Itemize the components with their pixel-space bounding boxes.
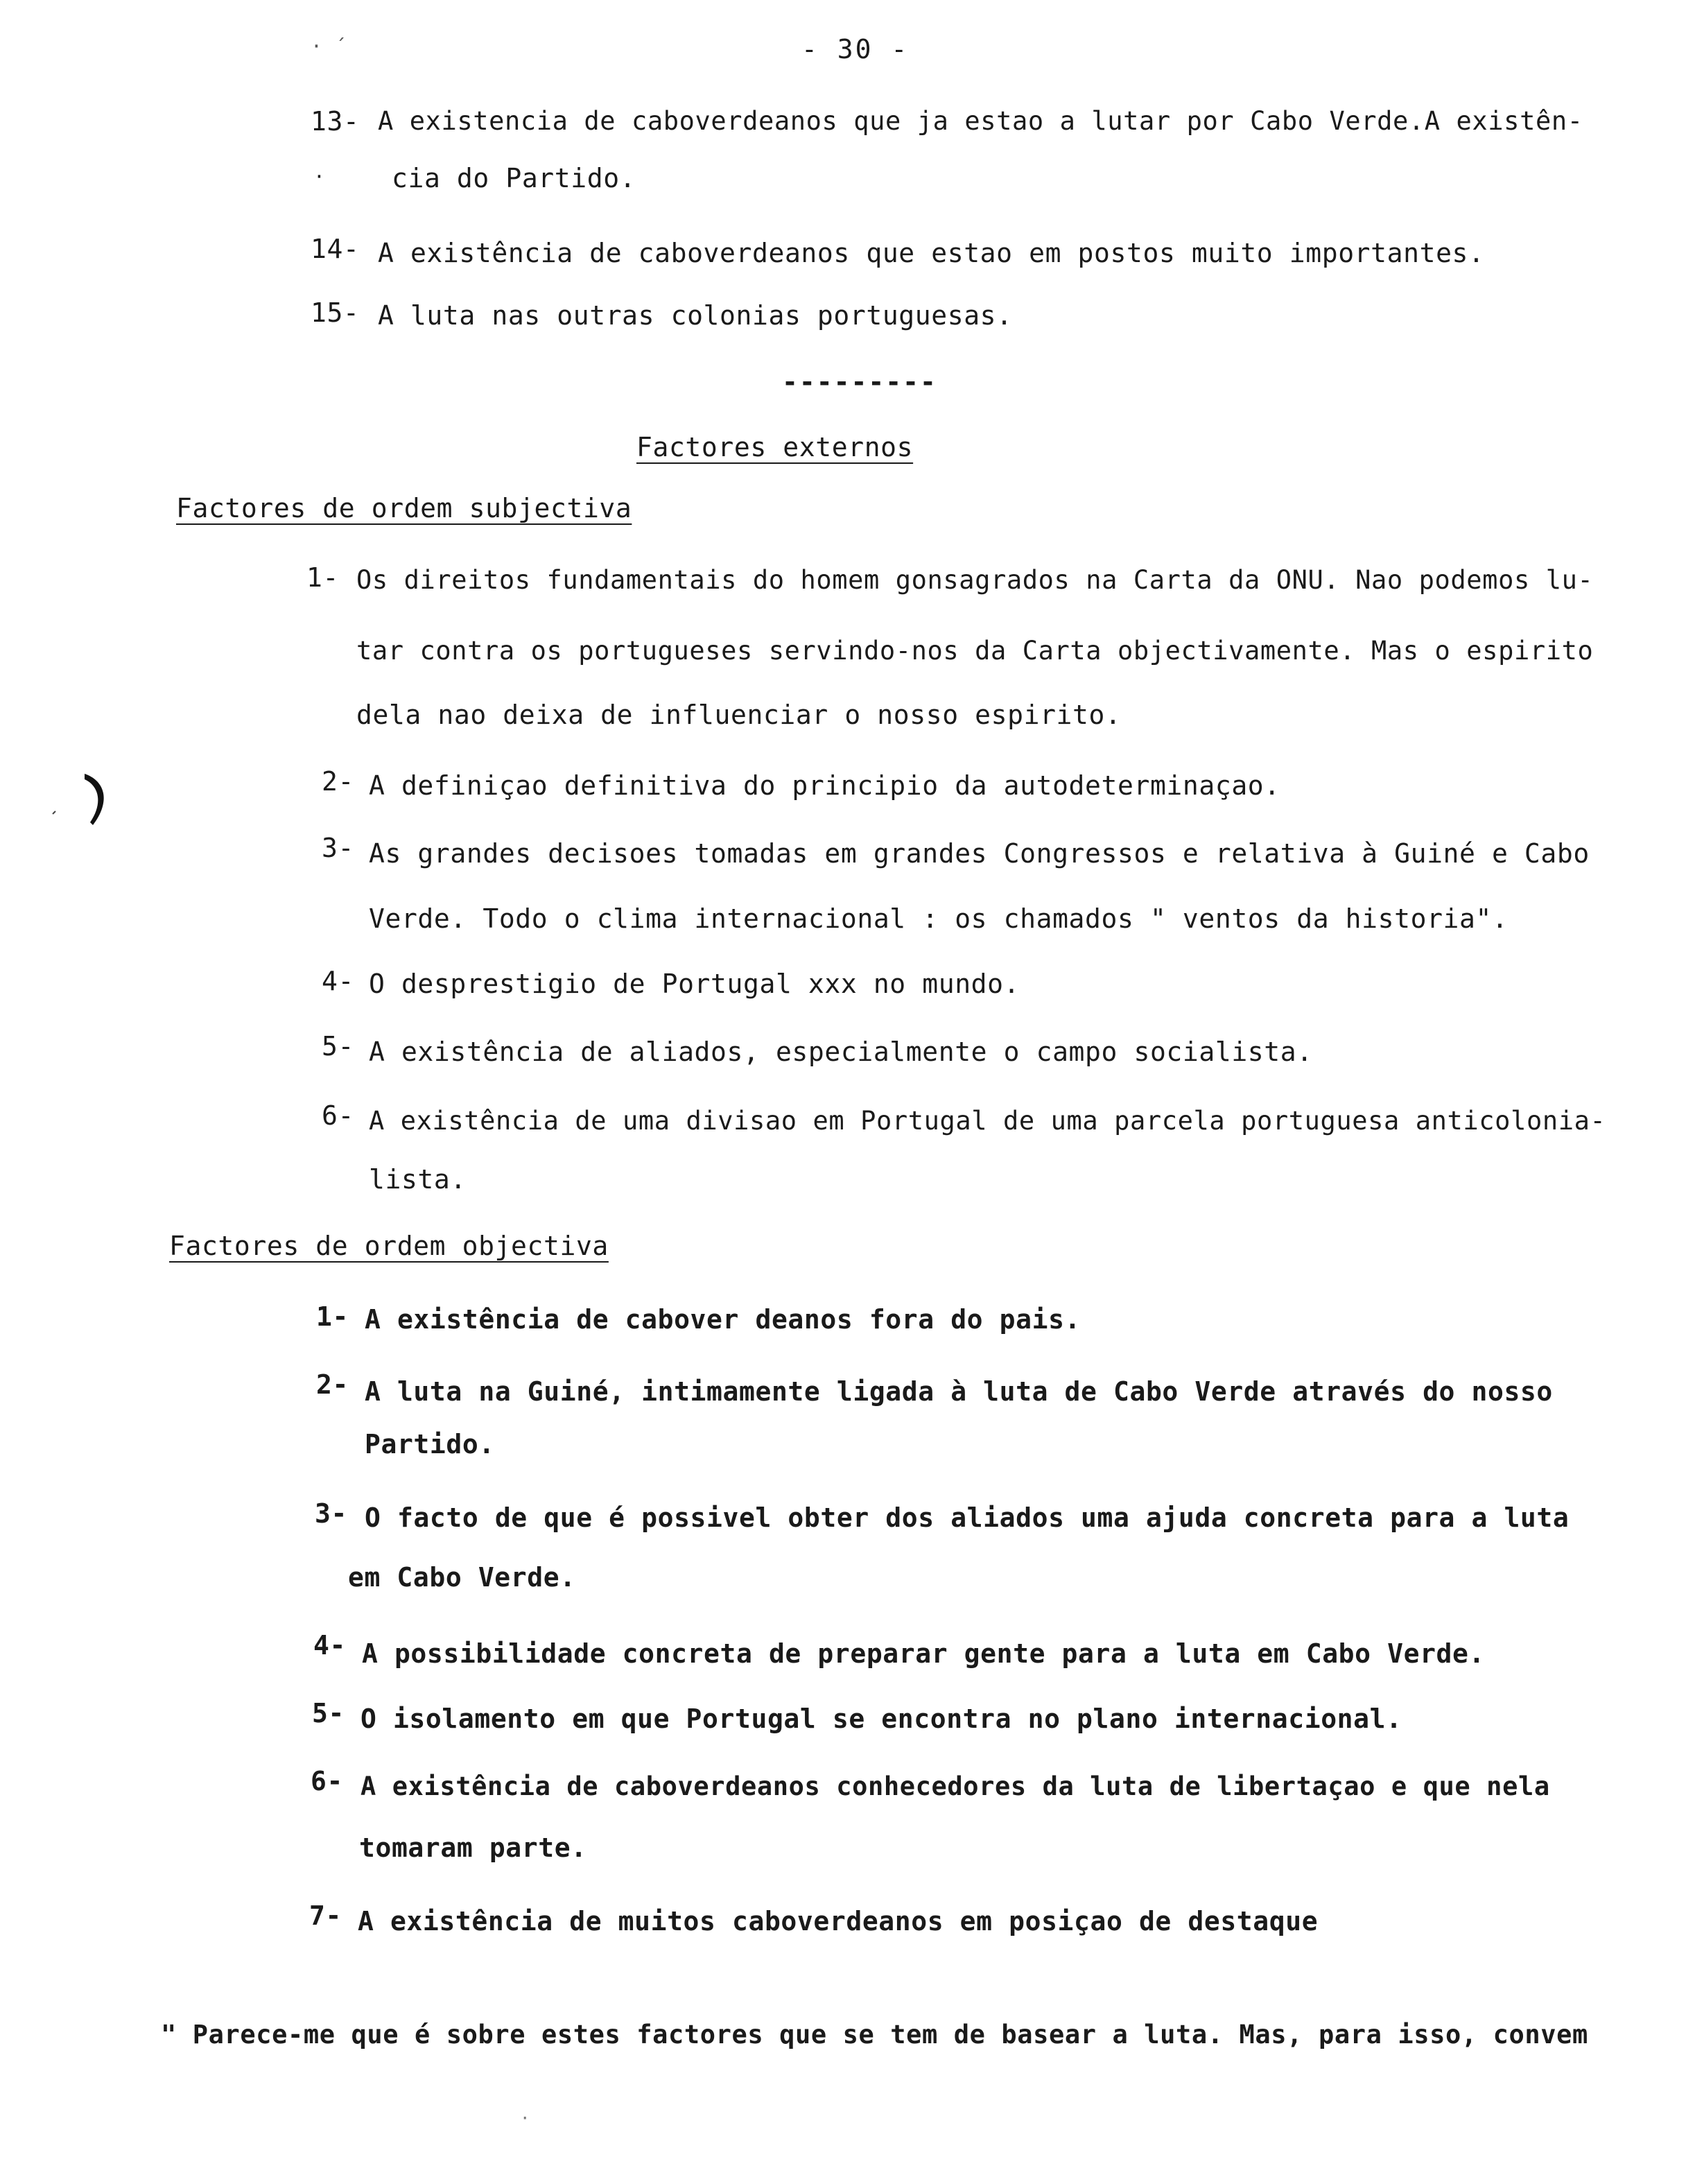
subjective-item-1-line-1: Os direitos fundamentais do homem gonsagrados na Carta da ONU. Nao podemos lu- (356, 565, 1594, 595)
objective-item-1-number: 1- (316, 1301, 349, 1332)
section-title: Factores externos (636, 432, 914, 462)
closing-paragraph: " Parece-me que é sobre estes factores que se tem de basear a luta. Mas, para isso, convem (161, 2020, 1588, 2049)
subjective-item-6-line-2: lista. (369, 1164, 467, 1195)
objective-item-2-number: 2- (316, 1369, 349, 1400)
subjective-item-5-line-1: A existência de aliados, especialmente o campo socialista. (369, 1037, 1313, 1067)
subjective-item-1-number: 1- (306, 562, 339, 593)
item-14-number: 14- (311, 234, 360, 264)
item-15-line-1: A luta nas outras colonias portuguesas. (378, 300, 1013, 331)
subjective-item-3-line-1: As grandes decisoes tomadas em grandes Congressos e relativa à Guiné e Cabo (369, 838, 1590, 869)
subjective-item-2-number: 2- (322, 766, 354, 797)
objective-item-7-line-1: A existência de muitos caboverdeanos em posiçao de destaque (358, 1906, 1319, 1936)
objective-item-7-number: 7- (309, 1900, 342, 1931)
subjective-item-6-number: 6- (322, 1100, 354, 1131)
subjective-item-3-number: 3- (322, 833, 354, 863)
stray-mark: · ´ (311, 35, 347, 58)
subjective-heading: Factores de ordem subjectiva (176, 493, 632, 523)
subjective-item-6-line-1: A existência de uma divisao em Portugal de uma parcela portuguesa anticolonia- (369, 1106, 1606, 1136)
stray-dot-bottom: · (520, 2108, 531, 2128)
separator-line: --------- (782, 367, 937, 397)
objective-item-3-line-1: O facto de que é possivel obter dos aliados uma ajuda concreta para a luta (365, 1502, 1570, 1533)
objective-heading: Factores de ordem objectiva (169, 1231, 609, 1261)
objective-item-1-line-1: A existência de cabover deanos fora do pais. (365, 1304, 1081, 1335)
item-14-line-1: A existência de caboverdeanos que estao em postos muito importantes. (378, 238, 1485, 268)
item-13-line-1: A existencia de caboverdeanos que ja estao a lutar por Cabo Verde.A existên- (378, 106, 1583, 136)
objective-item-6-line-1: A existência de caboverdeanos conhecedores da luta de libertaçao e que nela (360, 1771, 1550, 1801)
objective-item-5-number: 5- (312, 1698, 345, 1728)
item-15-number: 15- (311, 297, 360, 328)
objective-item-2-line-1: A luta na Guiné, intimamente ligada à luta de Cabo Verde através do nosso (365, 1376, 1553, 1407)
objective-item-6-number: 6- (311, 1766, 343, 1796)
objective-item-6-line-2: tomaram parte. (359, 1832, 587, 1863)
objective-item-4-line-1: A possibilidade concreta de preparar gente para a luta em Cabo Verde. (362, 1638, 1485, 1669)
subjective-item-2-line-1: A definiçao definitiva do principio da autodeterminaçao. (369, 770, 1280, 801)
objective-item-5-line-1: O isolamento em que Portugal se encontra no plano internacional. (360, 1704, 1402, 1734)
subjective-item-1-line-3: dela nao deixa de influenciar o nosso espirito. (356, 700, 1122, 730)
subjective-item-1-line-2: tar contra os portugueses servindo-nos da Carta objectivamente. Mas o espirito (356, 636, 1594, 666)
item-13-number: 13- (311, 106, 360, 137)
page-number: - 30 - (801, 34, 910, 64)
subjective-item-5-number: 5- (322, 1031, 354, 1061)
objective-item-2-line-2: Partido. (365, 1429, 495, 1459)
stray-dot: · (313, 165, 326, 188)
objective-item-3-number: 3- (315, 1498, 347, 1529)
subjective-item-4-number: 4- (322, 966, 354, 996)
objective-item-3-line-2: em Cabo Verde. (348, 1562, 576, 1593)
margin-bracket-mark (44, 765, 114, 835)
subjective-item-4-line-1: O desprestigio de Portugal xxx no mundo. (369, 969, 1020, 999)
item-13-line-2: cia do Partido. (392, 163, 636, 193)
subjective-item-3-line-2: Verde. Todo o clima internacional : os chamados " ventos da historia". (369, 903, 1509, 934)
objective-item-4-number: 4- (313, 1630, 346, 1661)
